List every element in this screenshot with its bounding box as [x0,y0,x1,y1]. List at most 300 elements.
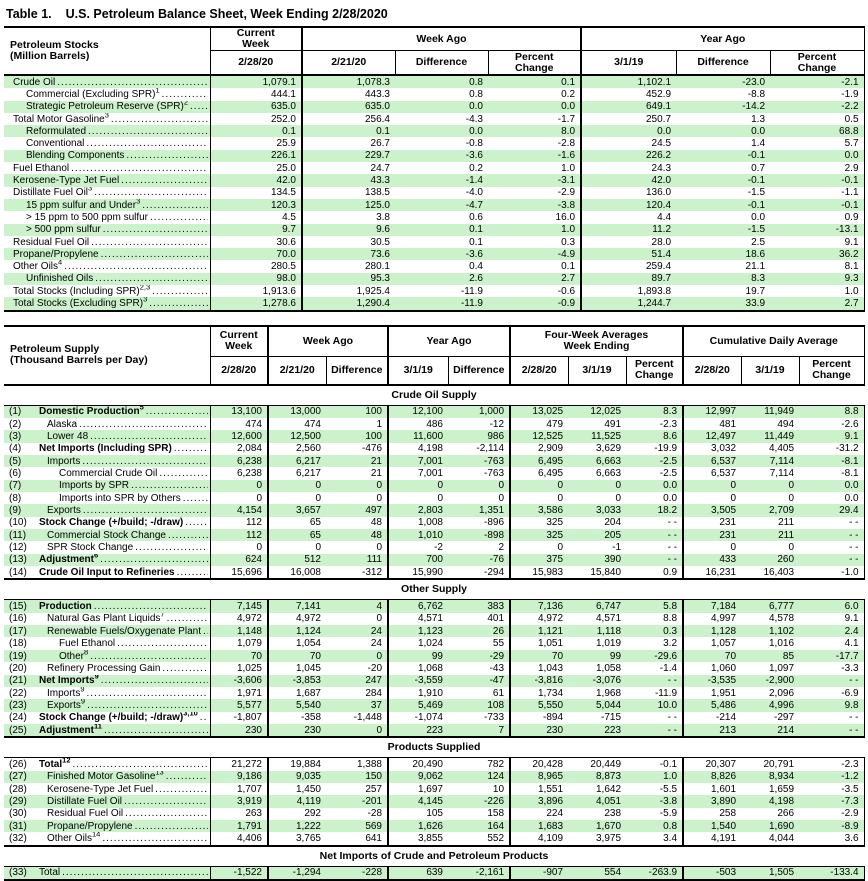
value-cell: - - [799,517,864,529]
table-row [4,273,864,285]
value-cell: 65 [268,529,326,541]
value-cell: 7,114 [741,455,799,467]
value-cell: 223 [388,724,448,737]
row-number: (8) [9,492,22,504]
value-cell: 0.1 [488,75,581,88]
value-cell: 257 [326,783,388,795]
col-current-date: 2/28/20 [210,356,268,385]
row-label-cell [4,771,210,783]
value-cell: 3.2 [626,637,683,649]
value-cell: -2.2 [770,101,864,113]
row-label: Adjustment$^{11}$ [39,725,102,736]
dot-leader [90,431,207,442]
value-cell: 3,975 [595,832,622,844]
col-year-ago-difference: Difference [676,51,770,76]
value-cell: 2,560 [295,443,321,455]
row-label: Production [39,601,92,613]
value-cell: -0.1 [770,174,864,186]
dot-leader [87,700,207,711]
table-row [4,625,864,637]
value-cell: 0.5 [770,113,864,125]
row-label-cell [4,566,210,579]
value-cell: 5,486 [683,699,741,711]
value-cell: 8.3 [626,405,683,418]
value-cell: 18.2 [626,504,683,516]
row-label: Refinery Processing Gain [47,662,161,674]
value-cell: 11,949 [741,405,799,418]
value-cell: 292 [304,808,321,820]
value-cell: 2,096 [769,687,795,699]
table-row [4,699,864,711]
value-cell: 0.1 [469,236,483,248]
table-row [4,529,864,541]
table-row [4,260,864,272]
value-cell: 13,000 [268,405,326,418]
table-row [4,418,864,430]
section-row [4,385,864,406]
value-cell: 9.1 [770,236,864,248]
row-label-cell [4,75,210,88]
col-current-week: Current Week [210,326,268,357]
value-cell: -0.6 [488,285,581,297]
dot-leader [91,237,207,248]
value-cell: -133.4 [799,866,864,880]
value-cell: 20,307 [705,758,737,770]
value-cell: 491 [604,418,622,430]
row-label-cell [4,820,210,832]
row-number: (33) [9,867,27,879]
value-cell: -11.9 [626,687,683,699]
dot-leader [90,651,207,662]
col-cumulative-current: 2/28/20 [683,356,741,385]
value-cell: - - [626,541,683,553]
row-label: Kerosene-Type Jet Fuel [13,175,120,187]
value-cell: -715 [601,712,622,724]
value-cell: 0 [437,492,443,504]
table-row [4,101,864,113]
value-cell: 0 [326,650,388,662]
value-cell: 4,119 [268,795,326,807]
value-cell: 1,601 [711,783,737,795]
value-cell: 494 [777,418,795,430]
supply-header-unit: (Thousand Barrels per Day) [10,354,148,367]
row-number: (32) [9,832,27,844]
value-cell: -3.8 [626,795,683,807]
row-number: (17) [9,625,27,637]
col-year-ago-date: 3/1/19 [581,51,676,76]
value-cell: 0 [315,542,321,554]
row-label: Other$^8$ [59,651,88,662]
stocks-table-body [4,75,864,311]
value-cell: -3.1 [488,174,581,186]
value-cell: - - [626,724,683,737]
value-cell: 21 [326,467,388,479]
value-cell: 55 [448,637,510,649]
value-cell: 4,109 [537,832,564,844]
value-cell: -297 [774,712,795,724]
value-cell: 211 [741,529,799,541]
table-row [4,285,864,297]
value-cell: 260 [741,554,799,566]
value-cell: 1,097 [769,662,795,674]
value-cell: 89.7 [581,273,676,285]
value-cell: -898 [448,529,510,541]
row-label: Crude Oil Input to Refineries [39,566,175,578]
value-cell: 3,657 [268,504,326,516]
table-row [4,236,864,248]
row-label: Propane/Propylene [13,248,99,260]
value-cell: 70 [683,650,741,662]
value-cell: 230 [268,724,326,737]
row-label: 15 ppm sulfur and Under$^3$ [26,200,140,211]
row-label-cell [4,675,210,687]
value-cell: 61 [448,687,510,699]
value-cell: 4,578 [769,613,795,625]
value-cell: - - [799,712,864,724]
value-cell: 250.7 [645,113,672,125]
value-cell: 15,990 [412,566,443,578]
value-cell: -1.6 [488,150,581,162]
value-cell: -263.9 [626,866,683,880]
value-cell: 0 [326,480,388,492]
value-cell: 569 [326,820,388,832]
footnote-marker: 13 [155,770,164,777]
value-cell: -1.5 [747,187,766,199]
row-label: Conventional [26,138,85,150]
row-label-cell [4,783,210,795]
value-cell: 266 [777,808,795,820]
value-cell: 0.4 [469,261,483,273]
value-cell: -3,853 [268,675,326,687]
row-label-cell [4,174,210,186]
table-row [4,187,864,199]
value-cell: 252.0 [210,113,302,125]
row-label: Stock Change (+/build; -/draw)$^{3,10}$ [39,712,198,723]
supply-table-header [4,326,864,385]
dot-leader [86,138,207,149]
value-cell: -3,606 [210,675,268,687]
footnote-marker: 1 [155,88,160,95]
value-cell: 11,449 [741,430,799,442]
value-cell: 6.0 [799,600,864,613]
value-cell: -23.0 [676,75,770,88]
value-cell: 25.9 [210,137,302,149]
value-cell: 7,184 [683,600,741,613]
row-label-cell [4,113,210,125]
row-number: (22) [9,687,27,699]
value-cell: -2.3 [626,418,683,430]
value-cell: -2.6 [799,418,864,430]
section-row [4,846,864,867]
value-cell: -4.9 [488,248,581,260]
value-cell: 0.1 [395,224,488,236]
value-cell: 4.5 [210,211,302,223]
value-cell: 9.1 [799,613,864,625]
row-label-cell [4,443,210,455]
value-cell: 6,495 [510,455,568,467]
value-cell: 624 [210,554,268,566]
row-label-cell [4,832,210,845]
table-row [4,541,864,553]
value-cell: 2.6 [395,273,488,285]
value-cell: 552 [448,832,510,845]
row-label: Fuel Ethanol [13,162,70,174]
row-label-cell [4,430,210,442]
value-cell: 112 [210,517,268,529]
row-label-cell [4,455,210,467]
value-cell: 1,683 [510,820,568,832]
value-cell: 48 [326,529,388,541]
row-label: Unfinished Oils [26,273,94,285]
footnote-marker: 2,3 [139,285,151,292]
row-label-cell [4,480,210,492]
value-cell: 1.3 [751,113,766,125]
value-cell: -2.5 [626,467,683,479]
dot-leader [125,808,207,819]
value-cell: 37 [326,699,388,711]
row-label: Kerosene-Type Jet Fuel [47,783,154,795]
value-cell: 4,044 [769,832,795,844]
value-cell: -3.6 [395,150,488,162]
stocks-header-label [4,27,210,75]
col-week-ago-difference: Difference [326,356,388,385]
value-cell: 85 [741,650,799,662]
value-cell: 4,571 [595,613,622,625]
value-cell: 4.4 [657,211,672,223]
value-cell: -8.9 [799,820,864,832]
value-cell: 247 [326,675,388,687]
value-cell: 2,709 [741,504,799,516]
value-cell: 24 [326,637,388,649]
value-cell: 1,124 [268,625,326,637]
value-cell: 2.7 [488,273,581,285]
value-cell: 6,495 [537,468,564,480]
value-cell: 7,145 [210,600,268,613]
value-cell: 0.8 [469,88,483,100]
value-cell: 24.5 [651,138,672,150]
footnote-marker: 9 [94,674,99,681]
value-cell: 0.1 [210,125,302,137]
dot-leader [95,273,207,284]
value-cell: -29.6 [626,650,683,662]
value-cell: 4,198 [741,795,799,807]
value-cell: 21,272 [210,758,268,771]
row-label: Imports by SPR [59,480,130,492]
row-label-cell [4,808,210,820]
value-cell: 4,406 [210,832,268,845]
value-cell: 1,244.7 [581,297,676,310]
value-cell: 7,141 [268,600,326,613]
value-cell: 259.4 [645,261,672,273]
value-cell: 15,840 [590,566,622,578]
value-cell: 452.9 [645,88,672,100]
value-cell: 4,198 [417,443,443,455]
value-cell: 1.0 [626,771,683,783]
value-cell: 24 [326,625,388,637]
footnote-marker: 12 [62,758,71,765]
value-cell: 4,571 [417,613,443,625]
value-cell: 4,145 [388,795,448,807]
value-cell: 10 [448,783,510,795]
row-label-cell [4,260,210,272]
col-week-ago-date: 2/21/20 [268,356,326,385]
value-cell: - - [799,529,864,541]
row-number: (25) [9,724,27,736]
row-number: (18) [9,638,27,650]
value-cell: 20,490 [412,758,443,770]
value-cell: 0 [788,542,795,554]
footnote-marker: 14 [92,832,101,839]
value-cell: -294 [448,566,510,579]
value-cell: 111 [326,554,388,566]
value-cell: 0.0 [581,125,676,137]
table-row [4,504,864,516]
table-row [4,687,864,699]
table-row [4,832,864,845]
value-cell: 0 [448,492,510,504]
value-cell: -7.3 [799,795,864,807]
value-cell: 10.0 [626,699,683,711]
value-cell: 125.0 [302,199,395,211]
value-cell: -0.8 [465,138,483,150]
table-title [4,5,864,26]
row-label-cell [4,405,210,418]
value-cell: 4.1 [799,637,864,649]
row-number: (10) [9,517,27,529]
row-label-cell [4,662,210,674]
value-cell: 12,100 [388,405,448,418]
supply-header-name: Petroleum Supply [10,343,100,356]
value-cell: 4,154 [210,504,268,516]
dot-leader [83,505,208,516]
value-cell: -2,900 [741,675,799,687]
row-label: Residual Fuel Oil [47,808,124,820]
value-cell: 11,525 [568,430,626,442]
value-cell: 43.3 [302,174,395,186]
value-cell: 112 [210,529,268,541]
row-label-cell [4,467,210,479]
value-cell: 26 [448,625,510,637]
value-cell: 390 [568,554,626,566]
value-cell: 3,586 [510,504,568,516]
value-cell: -43 [448,662,510,674]
value-cell: 1,690 [741,820,799,832]
table-row [4,113,864,125]
row-label: Imports [47,455,81,467]
dot-leader [174,443,208,454]
value-cell: 16.0 [488,211,581,223]
value-cell: 1,913.6 [210,285,302,297]
value-cell: -3,816 [510,675,568,687]
dot-leader [101,249,208,260]
value-cell: 16,231 [705,566,737,578]
value-cell: 204 [604,517,622,529]
row-number: (7) [9,480,22,492]
row-number: (24) [9,712,27,724]
value-cell: - - [626,712,683,724]
value-cell: 105 [426,808,443,820]
value-cell: 0 [326,492,388,504]
value-cell: 70 [510,650,568,662]
value-cell: -1.9 [770,88,864,100]
value-cell: 226.1 [210,150,302,162]
row-label-cell [4,504,210,516]
value-cell: 284 [326,687,388,699]
value-cell: 4,972 [537,613,564,625]
value-cell: 4,191 [711,832,737,844]
value-cell: 649.1 [581,101,676,113]
row-number: (16) [9,613,27,625]
value-cell: 20,791 [763,758,795,770]
table-row [4,455,864,467]
value-cell: -312 [326,566,388,579]
dot-leader [111,114,208,125]
table-row [4,600,864,613]
row-label-cell [4,211,210,223]
value-cell: 7,001 [417,468,443,480]
row-label-cell [4,162,210,174]
table-row [4,162,864,174]
value-cell: 635.0 [302,101,395,113]
value-cell: 1,118 [568,625,626,637]
value-cell: 230 [510,724,568,737]
value-cell: 4,405 [769,443,795,455]
value-cell: -733 [448,712,510,724]
value-cell: 0.0 [799,492,864,504]
value-cell: 99 [568,650,626,662]
col-week-ago-percent: Percent Change [488,51,581,76]
value-cell: 48 [326,517,388,529]
value-cell: 25.0 [210,162,302,174]
value-cell: 16,008 [290,566,321,578]
value-cell: 0 [730,542,737,554]
value-cell: 635.0 [210,101,302,113]
value-cell: 0 [388,480,448,492]
value-cell: 6,537 [711,468,737,480]
value-cell: 150 [326,771,388,783]
row-label: Adjustment$^6$ [39,554,98,565]
dot-leader [146,406,208,417]
row-number: (5) [9,455,22,467]
value-cell: 256.4 [364,113,390,125]
value-cell: - - [626,529,683,541]
value-cell: -1,807 [210,712,268,724]
table-row [4,297,864,310]
table-row [4,771,864,783]
value-cell: 700 [388,554,448,566]
table-row [4,554,864,566]
table-number: Table 1. [6,7,52,21]
table-row [4,405,864,418]
value-cell: 0 [510,480,568,492]
value-cell: 238 [604,808,622,820]
row-label-cell [4,866,210,880]
value-cell: 1,734 [537,687,564,699]
footnote-marker: 3 [104,112,109,120]
colgroup-year-ago: Year Ago [581,27,864,51]
value-cell: -2.9 [799,808,864,820]
value-cell: 7,001 [388,455,448,467]
value-cell: 99 [388,650,448,662]
dot-leader [203,626,208,637]
row-label-cell [4,687,210,699]
table-row [4,712,864,724]
dot-leader [94,187,207,198]
value-cell: 11.2 [581,224,676,236]
value-cell: -2.1 [770,75,864,88]
value-cell: -4.3 [465,113,483,125]
table-row [4,150,864,162]
